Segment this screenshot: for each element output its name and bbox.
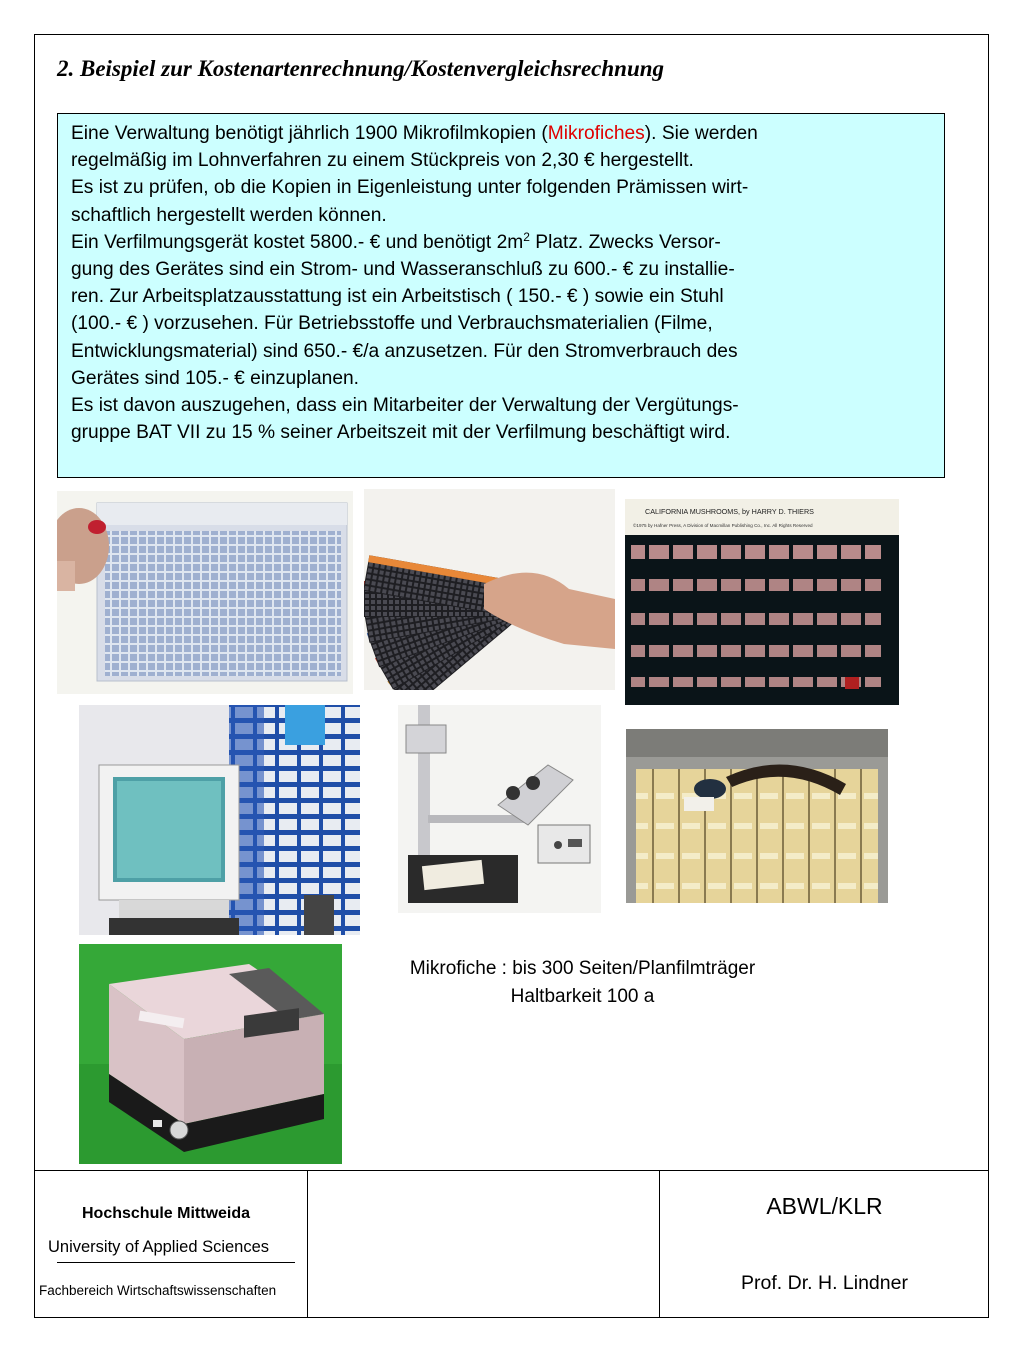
task-line: Gerätes sind 105.- € einzuplanen. bbox=[71, 367, 359, 389]
mushroom-microfiche-photo bbox=[625, 499, 899, 705]
microfilm-scanner-photo bbox=[79, 944, 342, 1164]
microfiche-storage-drawer-photo bbox=[626, 729, 888, 903]
task-line: Ein Verfilmungsgerät kostet 5800.- € und benötigt $2m^2$ Platz. Zwecks Versor- bbox=[71, 229, 721, 253]
microfilm-camera-photo bbox=[398, 705, 601, 913]
course-label: ABWL/KLR bbox=[766, 1193, 883, 1219]
page-title: 2. Beispiel zur Kostenartenrechnung/Kostenvergleichsrechnung bbox=[57, 56, 665, 81]
task-line: gruppe BAT VII zu 15 % seiner Arbeitszeit mit der Verfilmung beschäftigt wird. bbox=[71, 422, 731, 444]
task-line: gung des Gerätes sind ein Strom- und Wasseranschluß zu 600.- € zu installie- bbox=[71, 259, 735, 281]
university-name: Hochschule Mittweida bbox=[82, 1205, 251, 1222]
professor-name: Prof. Dr. H. Lindner bbox=[741, 1272, 908, 1294]
task-line: ren. Zur Arbeitsplatzausstattung ist ein Arbeitstisch ( 150.- € ) sowie ein Stuhl bbox=[71, 286, 724, 308]
task-line: regelmäßig im Lohnverfahren zu einem Stückpreis von 2,30 € hergestellt. bbox=[71, 150, 694, 172]
microfiche-fan-photo bbox=[364, 489, 615, 690]
square-superscript: 2 bbox=[523, 229, 530, 244]
task-line: Eine Verwaltung benötigt jährlich 1900 Mikrofilmkopien (Mikrofiches). Sie werden bbox=[71, 123, 758, 144]
task-line: Entwicklungsmaterial) sind 650.- €/a anzusetzen. Für den Stromverbrauch des bbox=[71, 340, 738, 362]
university-rule bbox=[57, 1262, 295, 1263]
task-line: (100.- € ) vorzusehen. Für Betriebsstoffe und Verbrauchsmaterialien (Filme, bbox=[71, 313, 713, 335]
university-subtitle: University of Applied Sciences bbox=[48, 1238, 270, 1256]
department-name: Fachbereich Wirtschaftswissenschaften bbox=[39, 1283, 277, 1298]
caption-line-1: Mikrofiche : bis 300 Seiten/Planfilmträger bbox=[409, 958, 756, 979]
footer-divider bbox=[307, 1171, 308, 1317]
task-line: Es ist zu prüfen, ob die Kopien in Eigenleistung unter folgenden Prämissen wirt- bbox=[71, 177, 749, 199]
task-line: schaftlich hergestellt werden können. bbox=[71, 204, 387, 226]
mikrofiches-highlight: Mikrofiches bbox=[547, 123, 645, 144]
microfiche-reader-photo bbox=[79, 705, 360, 935]
mushroom-header-text: CALIFORNIA MUSHROOMS, by HARRY D. THIERS bbox=[645, 507, 814, 516]
microfiche-sheet-photo bbox=[57, 491, 353, 694]
caption-line-2: Haltbarkeit 100 a bbox=[510, 986, 655, 1007]
mushroom-copyright-text: ©1975 by Hafner Press, A Division of Macmillan Publishing Co., Inc. All Rights Reserved bbox=[633, 523, 813, 528]
task-line: Es ist davon auszugehen, dass ein Mitarbeiter der Verwaltung der Vergütungs- bbox=[71, 395, 739, 417]
task-description-box bbox=[57, 113, 945, 478]
